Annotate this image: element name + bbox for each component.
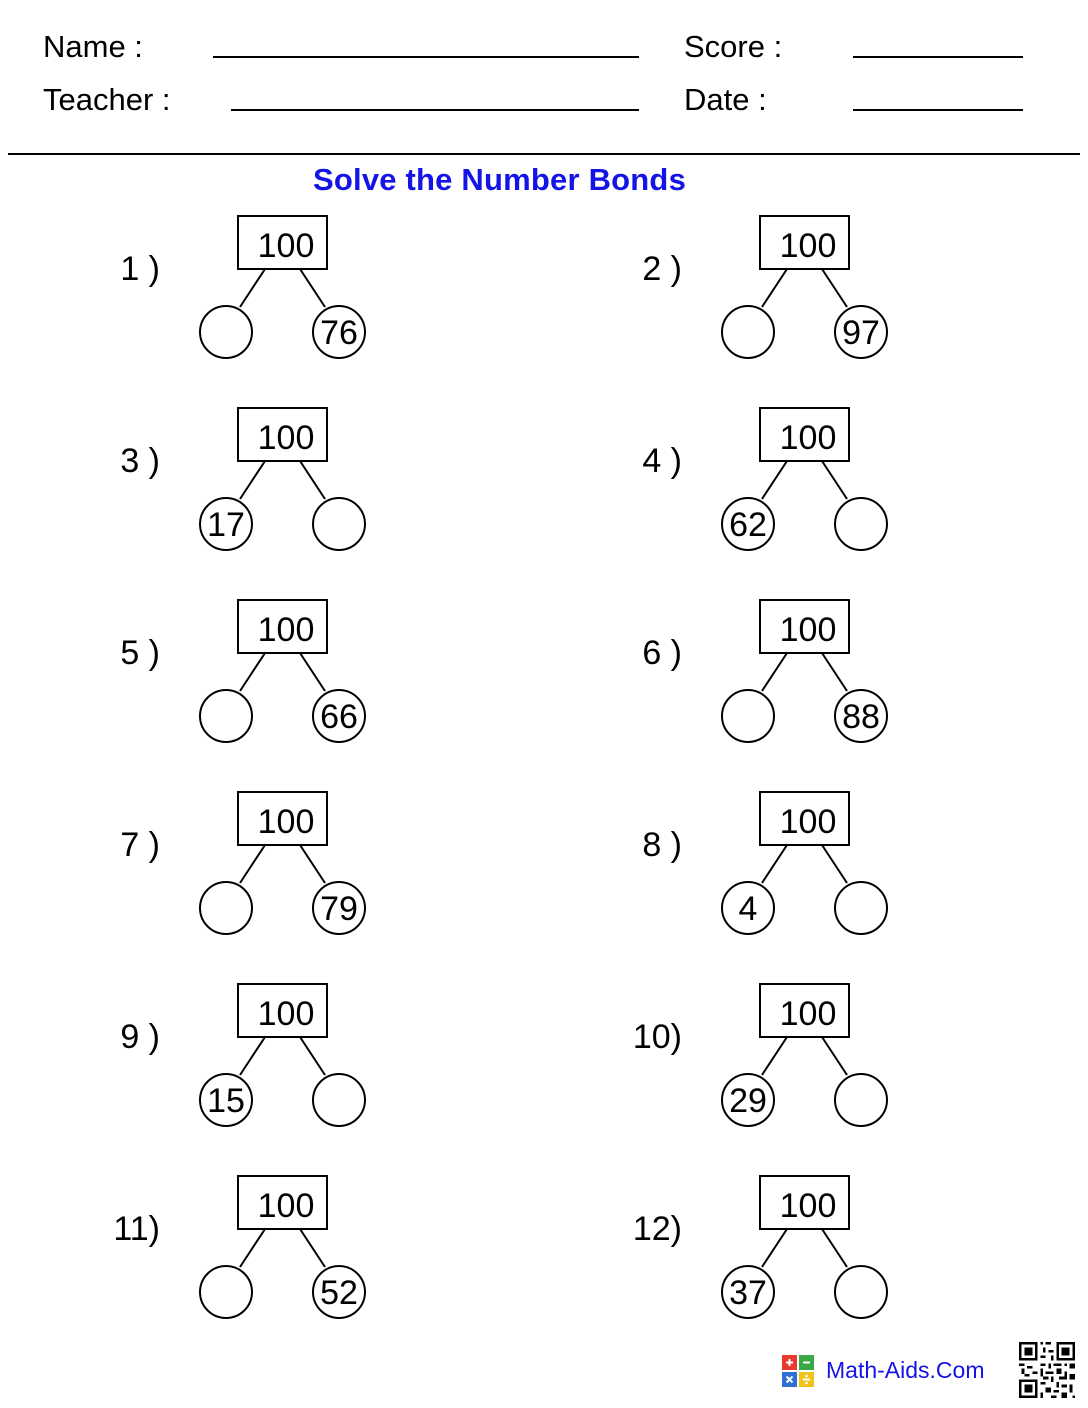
bond-line-left bbox=[762, 845, 787, 883]
header-divider bbox=[8, 153, 1080, 155]
problem-3 bbox=[100, 407, 400, 567]
part-right-answer[interactable] bbox=[835, 498, 887, 550]
part-left-value: 37 bbox=[729, 1274, 767, 1312]
problem-number: 1 ) bbox=[120, 250, 160, 288]
bond-line-right bbox=[822, 461, 847, 499]
part-right-answer[interactable] bbox=[835, 882, 887, 934]
part-left-answer[interactable] bbox=[200, 882, 252, 934]
number-bond bbox=[622, 599, 922, 759]
problem-9 bbox=[100, 983, 400, 1143]
worksheet-title: Solve the Number Bonds bbox=[313, 162, 687, 197]
problem-1 bbox=[100, 215, 400, 375]
name-label: Name : bbox=[43, 29, 143, 64]
bond-line-right bbox=[822, 845, 847, 883]
problem-8 bbox=[622, 791, 922, 951]
part-left-value: 17 bbox=[207, 506, 245, 544]
problem-number: 4 ) bbox=[642, 442, 682, 480]
number-bond bbox=[622, 791, 922, 951]
problem-number: 5 ) bbox=[120, 634, 160, 672]
bond-line-left bbox=[762, 653, 787, 691]
bond-line-left bbox=[240, 1229, 265, 1267]
bond-line-right bbox=[300, 845, 325, 883]
problem-number: 8 ) bbox=[642, 826, 682, 864]
bond-line-left bbox=[240, 845, 265, 883]
number-bond bbox=[100, 791, 400, 951]
teacher-label: Teacher : bbox=[43, 82, 171, 117]
part-left-value: 4 bbox=[738, 890, 758, 928]
part-right-answer[interactable] bbox=[835, 1074, 887, 1126]
part-right-answer[interactable] bbox=[313, 1074, 365, 1126]
bond-line-left bbox=[762, 1037, 787, 1075]
teacher-field[interactable] bbox=[231, 109, 639, 111]
problem-4 bbox=[622, 407, 922, 567]
date-field[interactable] bbox=[853, 109, 1023, 111]
site-link[interactable]: Math-Aids.Com bbox=[826, 1357, 985, 1383]
problem-number: 3 ) bbox=[120, 442, 160, 480]
number-bond bbox=[100, 599, 400, 759]
problem-12 bbox=[622, 1175, 922, 1335]
score-label: Score : bbox=[684, 29, 783, 64]
part-right-value: 88 bbox=[842, 698, 880, 736]
number-bond bbox=[100, 215, 400, 375]
part-right-answer[interactable] bbox=[313, 498, 365, 550]
date-label: Date : bbox=[684, 82, 767, 117]
whole-value: 100 bbox=[257, 803, 315, 841]
problem-number: 6 ) bbox=[642, 634, 682, 672]
number-bond bbox=[622, 407, 922, 567]
part-right-answer[interactable] bbox=[835, 1266, 887, 1318]
part-right-value: 79 bbox=[320, 890, 358, 928]
part-left-answer[interactable] bbox=[200, 1266, 252, 1318]
part-left-answer[interactable] bbox=[200, 690, 252, 742]
score-field[interactable] bbox=[853, 56, 1023, 58]
number-bond bbox=[100, 407, 400, 567]
number-bond bbox=[622, 983, 922, 1143]
part-right-value: 97 bbox=[842, 314, 880, 352]
whole-value: 100 bbox=[779, 1187, 837, 1225]
problem-number: 10) bbox=[632, 1018, 682, 1056]
name-field[interactable] bbox=[213, 56, 639, 58]
problem-10 bbox=[622, 983, 922, 1143]
bond-line-right bbox=[300, 1037, 325, 1075]
problem-number: 11) bbox=[113, 1210, 160, 1248]
number-bond bbox=[100, 1175, 400, 1335]
part-left-answer[interactable] bbox=[722, 306, 774, 358]
bond-line-right bbox=[300, 461, 325, 499]
part-left-answer[interactable] bbox=[722, 690, 774, 742]
bond-line-left bbox=[762, 461, 787, 499]
part-left-value: 62 bbox=[729, 506, 767, 544]
problem-6 bbox=[622, 599, 922, 759]
part-left-value: 15 bbox=[207, 1082, 245, 1120]
whole-value: 100 bbox=[257, 227, 315, 265]
qr-code-icon bbox=[1019, 1342, 1075, 1398]
problem-7 bbox=[100, 791, 400, 951]
bond-line-right bbox=[822, 653, 847, 691]
bond-line-left bbox=[240, 269, 265, 307]
number-bond bbox=[100, 983, 400, 1143]
problem-number: 2 ) bbox=[642, 250, 682, 288]
whole-value: 100 bbox=[779, 995, 837, 1033]
problem-number: 9 ) bbox=[120, 1018, 160, 1056]
problem-number: 7 ) bbox=[120, 826, 160, 864]
whole-value: 100 bbox=[257, 419, 315, 457]
bond-line-left bbox=[240, 1037, 265, 1075]
whole-value: 100 bbox=[257, 1187, 315, 1225]
whole-value: 100 bbox=[257, 611, 315, 649]
bond-line-right bbox=[300, 269, 325, 307]
problem-2 bbox=[622, 215, 922, 375]
bond-line-right bbox=[822, 1229, 847, 1267]
bond-line-left bbox=[762, 269, 787, 307]
problem-5 bbox=[100, 599, 400, 759]
bond-line-left bbox=[762, 1229, 787, 1267]
whole-value: 100 bbox=[779, 419, 837, 457]
bond-line-right bbox=[300, 1229, 325, 1267]
whole-value: 100 bbox=[779, 227, 837, 265]
bond-line-left bbox=[240, 653, 265, 691]
whole-value: 100 bbox=[257, 995, 315, 1033]
math-operations-icon bbox=[782, 1355, 814, 1387]
bond-line-right bbox=[300, 653, 325, 691]
whole-value: 100 bbox=[779, 803, 837, 841]
whole-value: 100 bbox=[779, 611, 837, 649]
number-bond bbox=[622, 1175, 922, 1335]
bond-line-right bbox=[822, 1037, 847, 1075]
problem-number: 12) bbox=[632, 1210, 682, 1248]
bond-line-left bbox=[240, 461, 265, 499]
part-left-answer[interactable] bbox=[200, 306, 252, 358]
number-bond bbox=[622, 215, 922, 375]
part-right-value: 76 bbox=[320, 314, 358, 352]
part-left-value: 29 bbox=[729, 1082, 767, 1120]
part-right-value: 52 bbox=[320, 1274, 358, 1312]
bond-line-right bbox=[822, 269, 847, 307]
part-right-value: 66 bbox=[320, 698, 358, 736]
problem-11 bbox=[100, 1175, 400, 1335]
